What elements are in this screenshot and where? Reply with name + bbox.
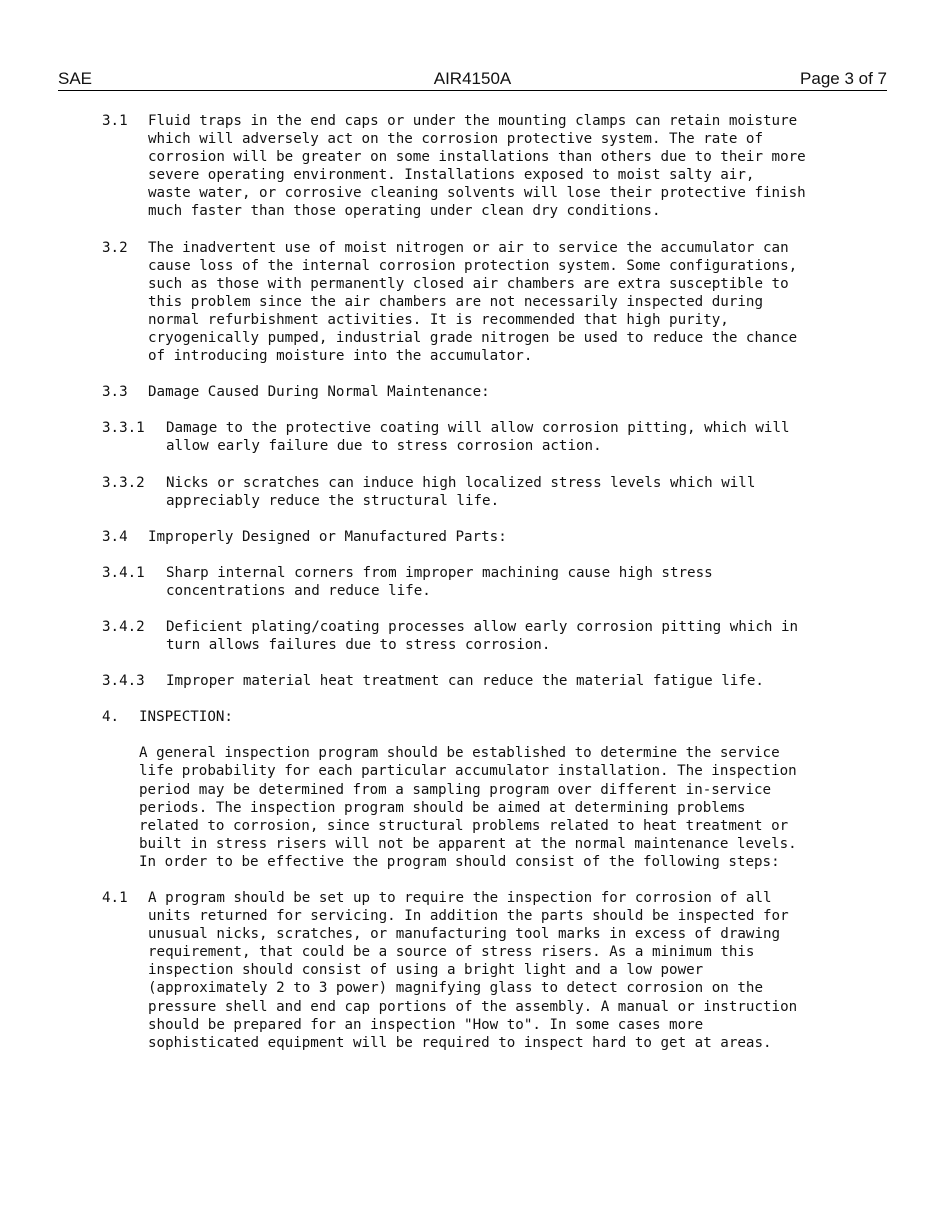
section-heading: Damage Caused During Normal Maintenance: (148, 384, 490, 401)
section-number: 3.3 (102, 384, 128, 401)
section-number: 3.4.3 (102, 673, 145, 690)
section-3-3-2 (102, 474, 902, 510)
header-page-number: Page 3 of 7 (800, 69, 887, 88)
section-number: 3.3.2 (102, 474, 145, 491)
inspection-intro: A general inspection program should be established to determine the service life probability for each particular accumulator installation. The inspection period may be determined from a sampling program over different in-service periods. The inspection program should be aimed at determining problems related to corrosion, since structural problems related to heat treatment or built in stress risers will not be apparent at the normal maintenance levels. In order to be effective the program should consist of the following steps: (139, 745, 797, 870)
section-number: 3.4 (102, 528, 128, 545)
page-header (58, 68, 887, 91)
section-number: 3.3.1 (102, 420, 145, 437)
section-3-4-3 (102, 672, 902, 690)
section-number: 3.4.1 (102, 564, 145, 581)
section-text: Fluid traps in the end caps or under the mounting clamps can retain moisture which will adversely act on the corrosion protective system. The rate of corrosion will be greater on some installations than others due to their more severe operating environment. Installations exposed to moist salty air, waste water, or corrosive cleaning solvents will lose their protective finish much faster than those operating under clean dry conditions. (148, 113, 806, 220)
section-text: Sharp internal corners from improper machining cause high stress concentrations and reduce life. (166, 564, 713, 599)
section-text: Nicks or scratches can induce high localized stress levels which will appreciably reduce the structural life. (166, 474, 756, 509)
section-text: Damage to the protective coating will allow corrosion pitting, which will allow early failure due to stress corrosion action. (166, 420, 790, 455)
section-3-3-1 (102, 419, 902, 455)
section-number: 3.2 (102, 239, 128, 256)
section-heading: Improperly Designed or Manufactured Parts: (148, 528, 507, 545)
section-number: 3.1 (102, 113, 128, 129)
section-number: 3.4.2 (102, 618, 145, 635)
section-text: The inadvertent use of moist nitrogen or air to service the accumulator can cause loss of the internal corrosion protection system. Some configurations, such as those with permanently closed air chambers are extra susceptible to this problem since the air chambers are not necessarily inspected during normal refurbishment activities. It is recommended that high purity, cryogenically pumped, industrial grade nitrogen be used to reduce the chance of introducing moisture into the accumulator. (148, 239, 798, 365)
section-3-2 (102, 239, 902, 366)
section-4-1 (102, 889, 902, 1052)
section-text: A program should be set up to require the inspection for corrosion of all units returned for servicing. In addition the parts should be inspected for unusual nicks, scratches, or manufacturing tool marks in excess of drawing requirement, that could be a source of stress risers. As a minimum this inspection should consist of using a bright light and a low power (approximately 2 to 3 power) magnifying glass to detect corrosion on the pressure shell and end cap portions of the assembly. A manual or instruction should be prepared for an inspection "How to". In some cases more sophisticated equipment will be required to inspect hard to get at areas. (148, 890, 798, 1051)
section-text: Improper material heat treatment can reduce the material fatigue life. (166, 673, 764, 690)
section-3-4 (102, 528, 902, 546)
header-doc-id: AIR4150A (433, 69, 512, 88)
section-3-3 (102, 383, 902, 401)
section-3-1 (102, 112, 902, 221)
header-org: SAE (58, 69, 93, 88)
section-3-4-1 (102, 564, 902, 600)
section-number: 4. (102, 709, 120, 726)
section-number: 4.1 (102, 890, 128, 906)
section-text: Deficient plating/coating processes allow early corrosion pitting which in turn allows failures due to stress corrosion. (166, 618, 799, 654)
section-3-4-2 (102, 618, 902, 654)
document-body (102, 112, 902, 1070)
section-4-heading (102, 708, 902, 726)
section-heading: INSPECTION: (139, 709, 233, 726)
